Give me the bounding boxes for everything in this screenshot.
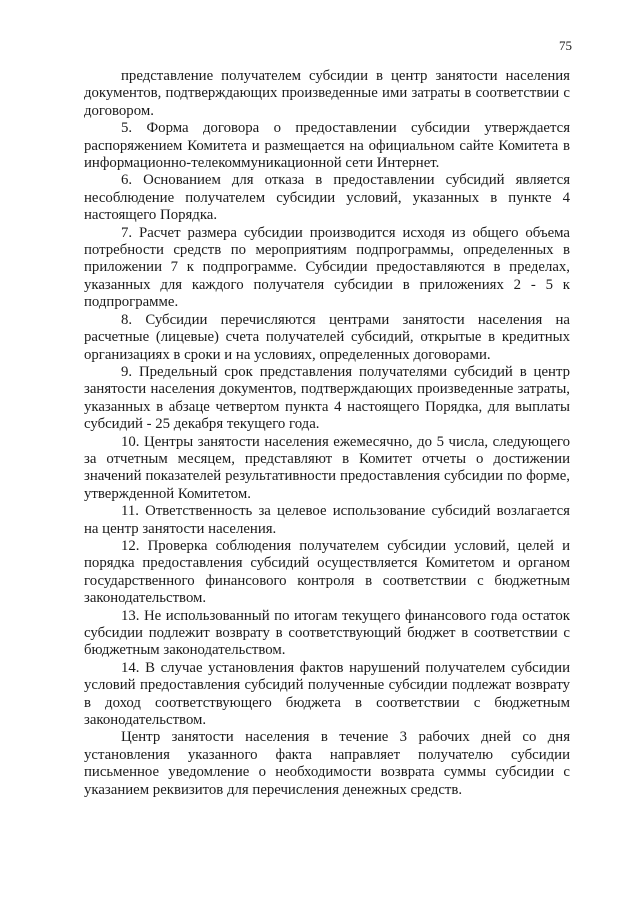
paragraph-item-13: 13. Не использованный по итогам текущего финансового года остаток субсидии подлежит возврату в соответствующий бюджет в соответствии с бюджетным законодательством. — [84, 607, 570, 659]
paragraph-item-9: 9. Предельный срок представления получателями субсидий в центр занятости населения документов, подтверждающих произведенные затраты, указанных в абзаце четвертом пункта 4 настоящего Порядка, для выплаты субсидий - 25 декабря текущего года. — [84, 363, 570, 433]
paragraph-item-7: 7. Расчет размера субсидии производится исходя из общего объема потребности средств по мероприятиям подпрограммы, определенных в приложении 7 к подпрограмме. Субсидии предоставляются в пределах, указанных для каждого получателя субсидии в приложениях 2 - 5 к подпрограмме. — [84, 224, 570, 311]
paragraph-continuation: представление получателем субсидии в центр занятости населения документов, подтверждающих произведенные ими затраты в соответствии с договором. — [84, 68, 570, 119]
document-body — [84, 68, 570, 799]
paragraph-item-10: 10. Центры занятости населения ежемесячно, до 5 числа, следующего за отчетным месяцем, представляют в Комитет отчеты о достижении значений показателей результативности предоставления субсидии по форме, утвержденной Комитетом. — [84, 433, 570, 502]
paragraph-item-6: 6. Основанием для отказа в предоставлении субсидий является несоблюдение получателем субсидии условий, указанных в пункте 4 настоящего Порядка. — [84, 172, 570, 224]
paragraph-item-5: 5. Форма договора о предоставлении субсидии утверждается распоряжением Комитета и размещается на официальном сайте Комитета в информационно-телекоммуникационной сети Интернет. — [84, 120, 570, 172]
page-number: 75 — [559, 38, 572, 53]
paragraph-item-12: 12. Проверка соблюдения получателем субсидии условий, целей и порядка предоставления субсидий осуществляется Комитетом и органом государственного финансового контроля в соответствии с бюджетным законодательством. — [84, 537, 570, 607]
paragraph-item-14: 14. В случае установления фактов нарушений получателем субсидии условий предоставления субсидий полученные субсидии подлежат возврату в доход соответствующего бюджета в соответствии с бюджетным законодательством. — [84, 659, 570, 729]
paragraph-item-11: 11. Ответственность за целевое использование субсидий возлагается на центр занятости населения. — [84, 503, 570, 537]
paragraph-item-14-notice: Центр занятости населения в течение 3 рабочих дней со дня установления указанного факта направляет получателю субсидии письменное уведомление о необходимости возврата суммы субсидии с указанием реквизитов для перечисления денежных средств. — [84, 729, 570, 798]
paragraph-item-8: 8. Субсидии перечисляются центрами занятости населения на расчетные (лицевые) счета получателей субсидий, открытые в кредитных организациях в сроки и на условиях, определенных договорами. — [84, 311, 570, 363]
